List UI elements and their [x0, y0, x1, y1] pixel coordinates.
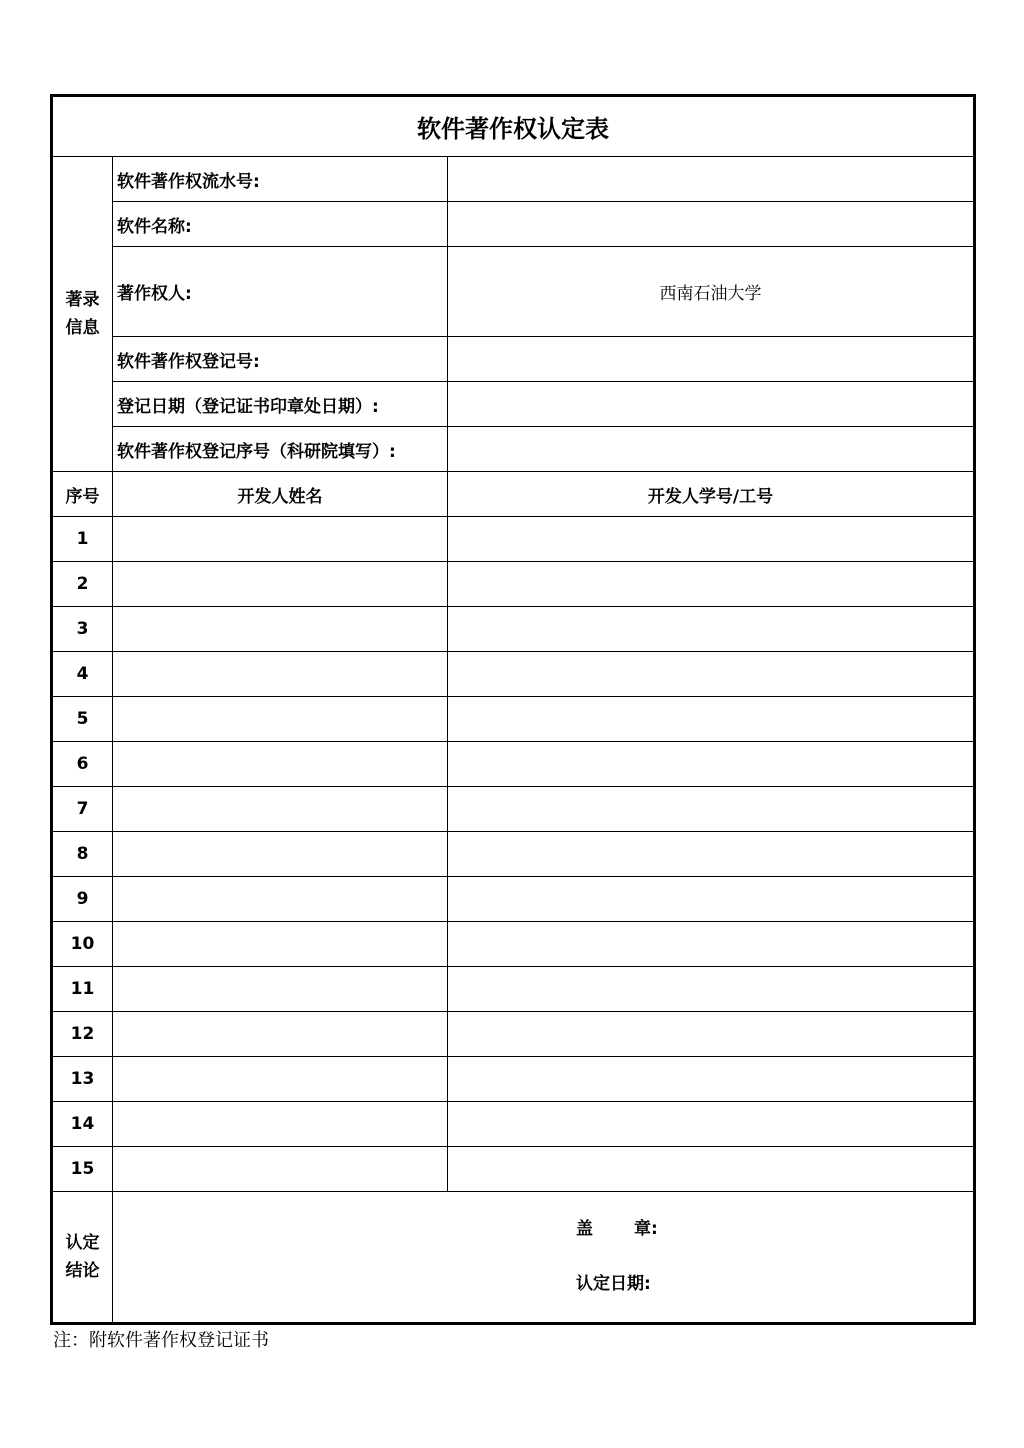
- row-number: 3: [52, 607, 113, 652]
- copyright-owner-label: 著作权人:: [113, 247, 448, 337]
- developer-name-cell[interactable]: [113, 562, 448, 607]
- row-number: 11: [52, 967, 113, 1012]
- developer-id-cell[interactable]: [448, 652, 975, 697]
- developer-id-cell[interactable]: [448, 1057, 975, 1102]
- seal-line: [576, 1214, 658, 1239]
- conclusion-area[interactable]: [113, 1192, 975, 1324]
- record-info-label-line1: 著录: [65, 290, 100, 310]
- table-row: [52, 1147, 975, 1192]
- developer-id-cell[interactable]: [448, 877, 975, 922]
- developer-name-cell[interactable]: [113, 607, 448, 652]
- developer-name-cell[interactable]: [113, 967, 448, 1012]
- table-row: [52, 562, 975, 607]
- row-number: 13: [52, 1057, 113, 1102]
- row-number: 2: [52, 562, 113, 607]
- registration-number-field[interactable]: [448, 337, 975, 382]
- table-row: [52, 517, 975, 562]
- conclusion-label: [52, 1192, 113, 1324]
- developer-id-cell[interactable]: [448, 1102, 975, 1147]
- form-title: 软件著作权认定表: [52, 96, 975, 157]
- developer-id-cell[interactable]: [448, 832, 975, 877]
- developer-name-cell[interactable]: [113, 1102, 448, 1147]
- row-number: 9: [52, 877, 113, 922]
- developer-id-cell[interactable]: [448, 742, 975, 787]
- approval-date-label: 认定日期:: [576, 1274, 651, 1294]
- developer-name-cell[interactable]: [113, 652, 448, 697]
- developer-name-cell[interactable]: [113, 1012, 448, 1057]
- row-number: 5: [52, 697, 113, 742]
- registration-sequence-field[interactable]: [448, 427, 975, 472]
- software-copyright-form: [50, 94, 976, 1325]
- table-row: [52, 832, 975, 877]
- table-row: [52, 922, 975, 967]
- row-number: 15: [52, 1147, 113, 1192]
- conclusion-label-line1: 认定: [65, 1233, 100, 1253]
- table-row: [52, 652, 975, 697]
- developer-id-cell[interactable]: [448, 517, 975, 562]
- table-row: [52, 787, 975, 832]
- table-row: [52, 607, 975, 652]
- row-number: 14: [52, 1102, 113, 1147]
- table-row: [52, 742, 975, 787]
- table-row: [52, 967, 975, 1012]
- row-number: 6: [52, 742, 113, 787]
- developer-name-cell[interactable]: [113, 697, 448, 742]
- row-number: 4: [52, 652, 113, 697]
- table-row: [52, 877, 975, 922]
- row-number: 1: [52, 517, 113, 562]
- developer-name-cell[interactable]: [113, 742, 448, 787]
- header-developer-name: 开发人姓名: [113, 472, 448, 517]
- developer-id-cell[interactable]: [448, 607, 975, 652]
- seal-label-a: 盖: [576, 1219, 593, 1239]
- seal-label-b: 章:: [634, 1219, 658, 1239]
- row-number: 8: [52, 832, 113, 877]
- registration-sequence-label: 软件著作权登记序号（科研院填写）:: [113, 427, 448, 472]
- table-row: [52, 1012, 975, 1057]
- registration-date-field[interactable]: [448, 382, 975, 427]
- developer-id-cell[interactable]: [448, 1012, 975, 1057]
- row-number: 7: [52, 787, 113, 832]
- developer-name-cell[interactable]: [113, 922, 448, 967]
- registration-number-label: 软件著作权登记号:: [113, 337, 448, 382]
- developer-id-cell[interactable]: [448, 562, 975, 607]
- record-info-label-line2: 信息: [65, 318, 100, 338]
- serial-number-label: 软件著作权流水号:: [113, 157, 448, 202]
- row-number: 12: [52, 1012, 113, 1057]
- software-name-label: 软件名称:: [113, 202, 448, 247]
- record-info-label: [52, 157, 113, 472]
- developer-name-cell[interactable]: [113, 787, 448, 832]
- developer-id-cell[interactable]: [448, 967, 975, 1012]
- developer-name-cell[interactable]: [113, 832, 448, 877]
- developer-id-cell[interactable]: [448, 1147, 975, 1192]
- row-number: 10: [52, 922, 113, 967]
- copyright-owner-field[interactable]: 西南石油大学: [448, 247, 975, 337]
- developer-id-cell[interactable]: [448, 697, 975, 742]
- conclusion-label-line2: 结论: [65, 1261, 100, 1281]
- serial-number-field[interactable]: [448, 157, 975, 202]
- developer-name-cell[interactable]: [113, 1057, 448, 1102]
- header-seq: 序号: [52, 472, 113, 517]
- registration-date-label: 登记日期（登记证书印章处日期）:: [113, 382, 448, 427]
- software-name-field[interactable]: [448, 202, 975, 247]
- attachment-note: 注：附软件著作权登记证书: [53, 1330, 269, 1351]
- table-row: [52, 1057, 975, 1102]
- header-developer-id: 开发人学号/工号: [448, 472, 975, 517]
- table-row: [52, 1102, 975, 1147]
- developer-name-cell[interactable]: [113, 877, 448, 922]
- developer-name-cell[interactable]: [113, 1147, 448, 1192]
- table-row: [52, 697, 975, 742]
- developer-name-cell[interactable]: [113, 517, 448, 562]
- developer-id-cell[interactable]: [448, 922, 975, 967]
- developer-id-cell[interactable]: [448, 787, 975, 832]
